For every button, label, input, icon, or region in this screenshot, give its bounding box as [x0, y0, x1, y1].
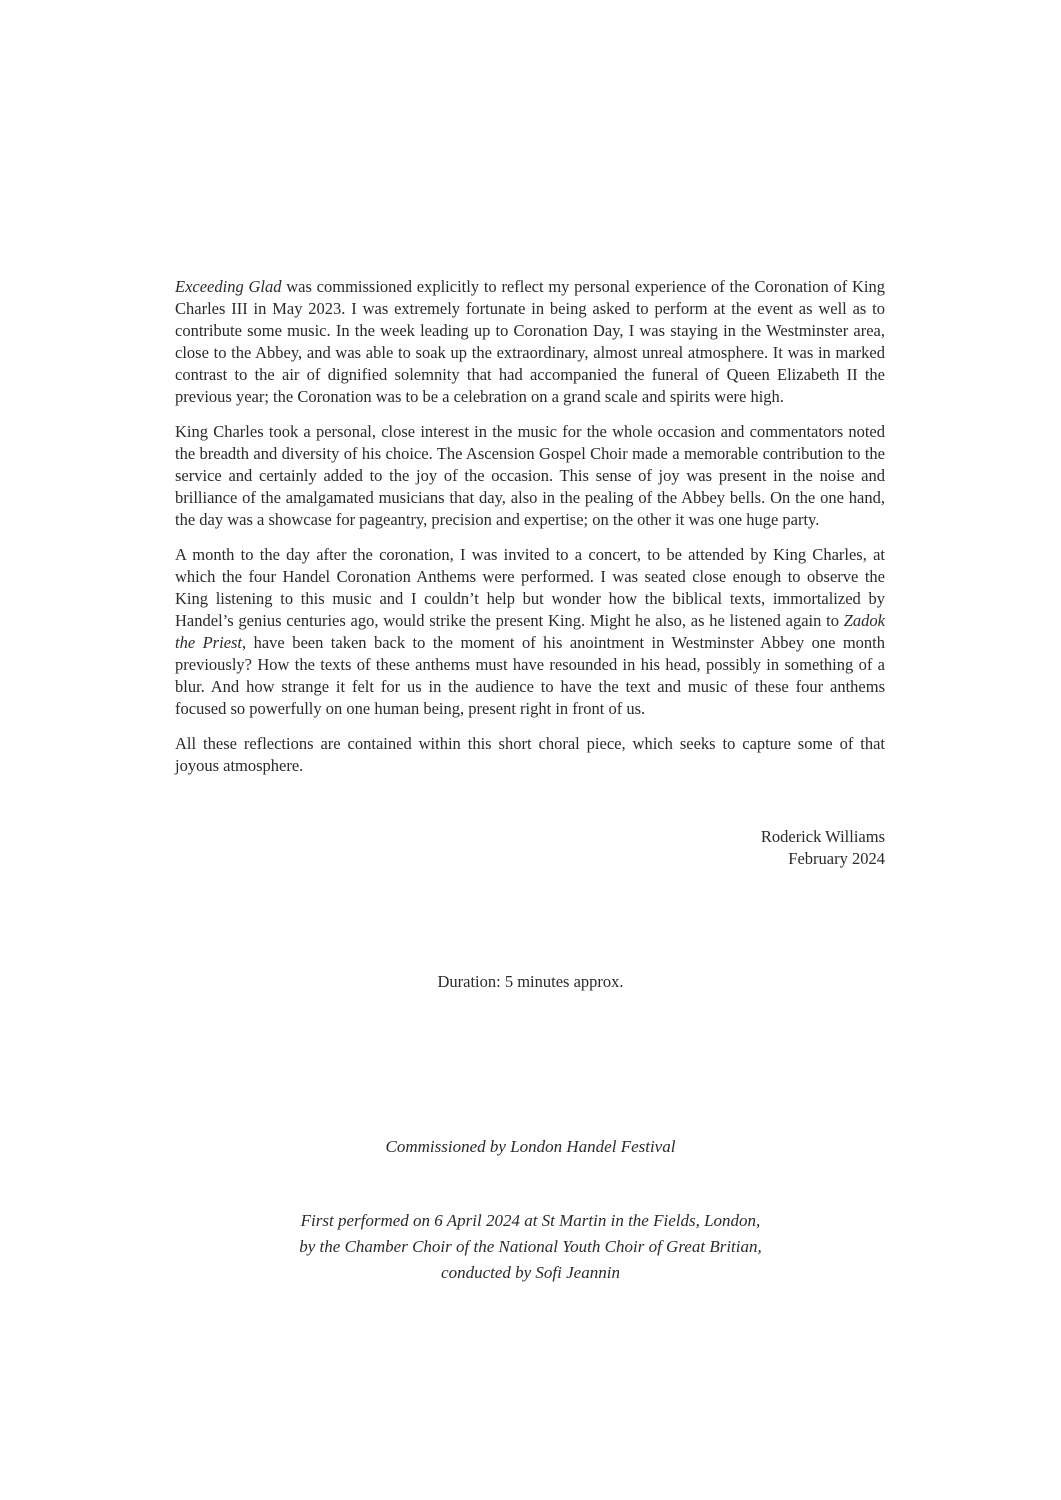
- premiere-line-2: by the Chamber Choir of the National Youth Choir of Great Britian,: [299, 1237, 762, 1256]
- notes-paragraph-1-text: was commissioned explicitly to reflect my personal experience of the Coronation of King Charles III in May 2023. I was extremely fortunate in being asked to perform at the event as well as to contribute some music. In the week leading up to Coronation Day, I was staying in the Westminster area, close to the Abbey, and was able to soak up the extraordinary, almost unreal atmosphere. It was in marked contrast to the air of dignified solemnity that had accompanied the funeral of Queen Elizabeth II the previous year; the Coronation was to be a celebration on a grand scale and spirits were high.: [175, 277, 885, 406]
- work-title: Exceeding Glad: [175, 277, 282, 296]
- premiere-line-1: First performed on 6 April 2024 at St Martin in the Fields, London,: [300, 1211, 761, 1230]
- notes-paragraph-4: All these reflections are contained within this short choral piece, which seeks to capture some of that joyous atmosphere.: [175, 734, 885, 775]
- premiere-line-3: conducted by Sofi Jeannin: [441, 1263, 620, 1282]
- programme-notes: [175, 276, 885, 777]
- notes-paragraph-1: [175, 276, 885, 408]
- notes-paragraph-3-text-b: , have been taken back to the moment of his anointment in Westminster Abbey one month previously? How the texts of these anthems must have resounded in his head, possibly in something of a blur. And how strange it felt for us in the audience to have the text and music of these four anthems focused so powerfully on one human being, present right in front of us.: [175, 633, 886, 718]
- anthem-title: Zadok the Priest: [175, 611, 885, 652]
- notes-paragraph-3: [175, 544, 885, 720]
- author-name: Roderick Williams: [760, 827, 885, 846]
- premiere-credit: [0, 1208, 1061, 1286]
- duration-note: Duration: 5 minutes approx.: [437, 972, 624, 991]
- commission-credit: Commissioned by London Handel Festival: [385, 1137, 676, 1156]
- signature-date: February 2024: [788, 849, 885, 868]
- notes-paragraph-2: King Charles took a personal, close interest in the music for the whole occasion and commentators noted the breadth and diversity of his choice. The Ascension Gospel Choir made a memorable contribution to the service and certainly added to the joy of the occasion. This sense of joy was present in the noise and brilliance of the amalgamated musicians that day, also in the pealing of the Abbey bells. On the one hand, the day was a showcase for pageantry, precision and expertise; on the other it was one huge party.: [175, 422, 885, 529]
- signature-block: [761, 826, 885, 870]
- notes-paragraph-3-text-a: A month to the day after the coronation, I was invited to a concert, to be attended by King Charles, at which the four Handel Coronation Anthems were performed. I was seated close enough to observe the King listening to this music and I couldn’t help but wonder how the biblical texts, immortalized by Handel’s genius centuries ago, would strike the present King. Might he also, as he listened again to: [175, 545, 885, 630]
